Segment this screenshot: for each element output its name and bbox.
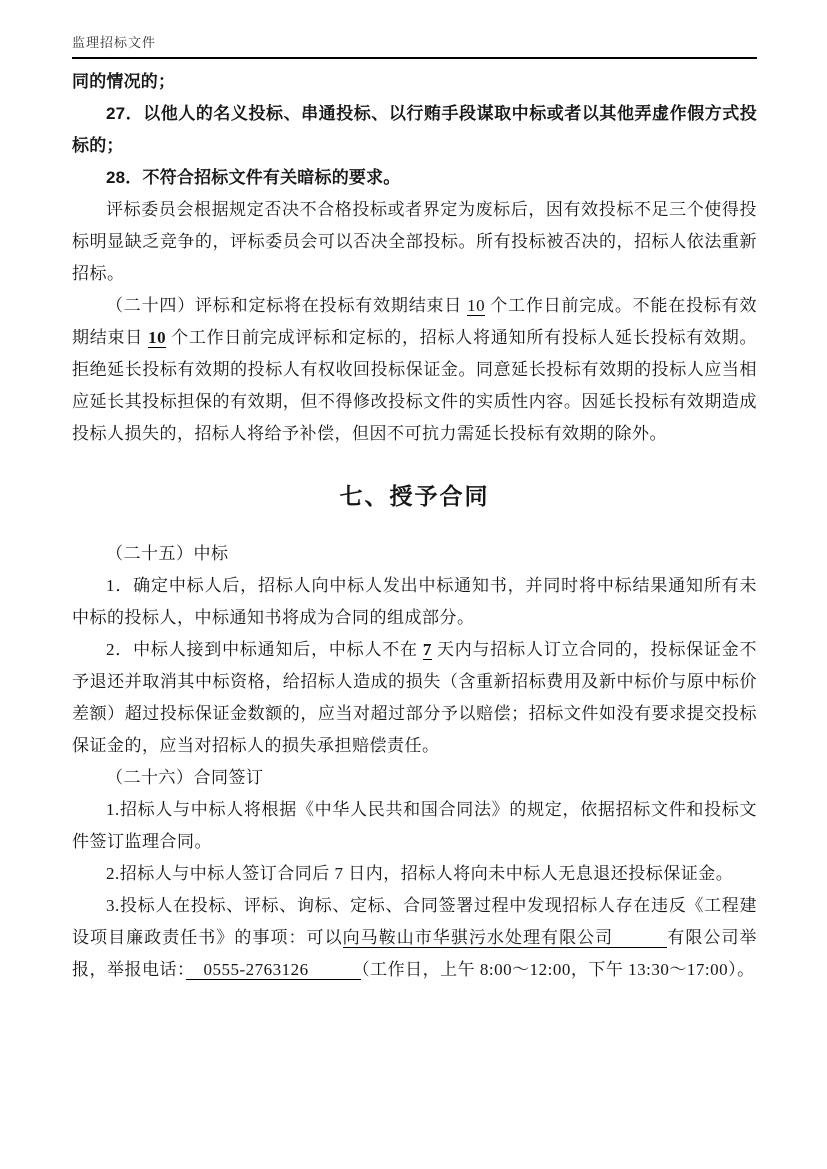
text-run: 2．中标人接到中标通知后，中标人不在 [106, 640, 423, 659]
text-run: （二十四）评标和定标将在投标有效期结束日 [106, 296, 468, 315]
text-run: 有限公司举报，举报电话： [72, 928, 758, 979]
paragraph [72, 66, 757, 98]
text-run: （工作日，上午 8:00～12:00，下午 13:30～17:00）。 [361, 960, 755, 979]
text-run: 个工作日前完成。不能在投标有效期结束日 [72, 296, 758, 347]
underlined-text-run: 10 [148, 328, 167, 347]
paragraph [72, 290, 757, 450]
text-run: 天内与招标人订立合同的，投标保证金不予退还并取消其中标资格，给招标人造成的损失（含重新招标费用及新中标价与原中标价差额）超过投标保证金数额的，应当对超过部分予以赔偿；招标文件如没有要求提交投标保证金的，应当对招标人的损失承担赔偿责任。 [72, 640, 758, 755]
page-header [72, 32, 757, 59]
underlined-text-run: 0555-2763126 [186, 960, 362, 979]
paragraph [72, 794, 757, 858]
text-run: 1.招标人与中标人将根据《中华人民共和国合同法》的规定，依据招标文件和投标文件签订监理合同。 [72, 800, 757, 851]
text-run: 评标委员会根据规定否决不合格投标或者界定为废标后，因有效投标不足三个使得投标明显缺乏竞争的，评标委员会可以否决全部投标。所有投标被否决的，招标人依法重新招标。 [72, 200, 757, 283]
text-run: 3.投标人在投标、评标、询标、定标、合同签署过程中发现招标人存在违反《工程建设项目廉政责任书》的事项：可以 [72, 896, 757, 947]
paragraph [72, 890, 757, 986]
text-run: （二十五）中标 [106, 544, 229, 563]
paragraph [72, 858, 757, 890]
header-title: 监理招标文件 [72, 35, 157, 50]
paragraph [72, 634, 757, 762]
underlined-text-run: 向马鞍山市华骐污水处理有限公司 [342, 928, 668, 947]
document-body [72, 66, 757, 986]
text-run: 2.招标人与中标人签订合同后 7 日内，招标人将向未中标人无息退还投标保证金。 [106, 864, 734, 883]
paragraph [72, 538, 757, 570]
underlined-text-run: 7 [422, 640, 432, 659]
text-run: 七、授予合同 [339, 483, 490, 509]
text-run: （二十六）合同签订 [106, 768, 264, 787]
text-run: 1．确定中标人后，招标人向中标人发出中标通知书，并同时将中标结果通知所有未中标的投标人，中标通知书将成为合同的组成部分。 [72, 576, 757, 627]
text-run: 同的情况的； [72, 72, 176, 91]
section-heading [72, 478, 757, 514]
text-run: 27．以他人的名义投标、串通投标、以行贿手段谋取中标或者以其他弄虚作假方式投标的； [72, 104, 757, 155]
paragraph [72, 162, 757, 194]
underlined-text-run: 10 [467, 296, 486, 315]
paragraph [72, 194, 757, 290]
paragraph [72, 762, 757, 794]
text-run: 28．不符合招标文件有关暗标的要求。 [106, 168, 401, 187]
text-run: 个工作日前完成评标和定标的，招标人将通知所有投标人延长投标有效期。拒绝延长投标有效期的投标人有权收回投标保证金。同意延长投标有效期的投标人应当相应延长其投标担保的有效期，但不得修改投标文件的实质性内容。因延长投标有效期造成投标人损失的，招标人将给予补偿，但因不可抗力需延长投标有效期的除外。 [72, 328, 758, 443]
paragraph [72, 570, 757, 634]
paragraph [72, 98, 757, 162]
